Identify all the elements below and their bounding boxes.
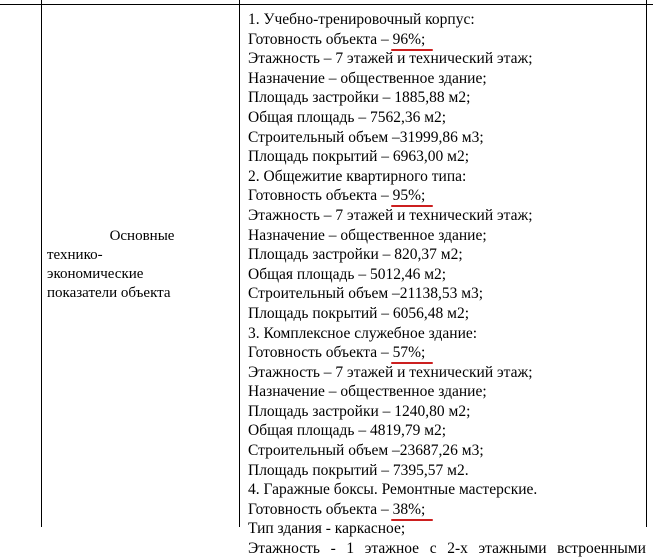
readiness-value: 95%; bbox=[393, 187, 426, 204]
readiness-label: Готовность объекта – bbox=[248, 500, 389, 518]
readiness-line bbox=[248, 30, 652, 50]
spec-line: Этажность – 7 этажей и технический этаж; bbox=[248, 363, 533, 381]
readiness-label: Готовность объекта – bbox=[248, 187, 389, 205]
spec-line: Общая площадь – 4819,79 м2; bbox=[248, 422, 447, 440]
spec-line: Площадь покрытий – 6056,48 м2; bbox=[248, 304, 470, 322]
spec-line: Этажность – 7 этажей и технический этаж; bbox=[248, 50, 533, 68]
parameter-value-cell bbox=[240, 0, 653, 558]
word: - bbox=[330, 540, 336, 558]
spec-line: Площадь застройки – 820,37 м2; bbox=[248, 246, 463, 264]
parameter-label bbox=[47, 227, 237, 303]
readiness-label: Готовность объекта – bbox=[248, 344, 389, 362]
objects-list bbox=[248, 10, 652, 559]
spec-line: Строительный объем –23687,26 м3; bbox=[248, 442, 484, 460]
spec-line: Площадь покрытий – 7395,57 м2. bbox=[248, 461, 469, 479]
spec-line: Площадь покрытий – 6963,00 м2; bbox=[248, 148, 470, 166]
spec-line: Назначение – общественное здание; bbox=[248, 226, 487, 244]
readiness-line bbox=[248, 343, 652, 363]
spec-line: Площадь застройки – 1240,80 м2; bbox=[248, 402, 471, 420]
readiness-line bbox=[248, 186, 652, 206]
word: встроенными bbox=[557, 540, 646, 558]
section-heading: 3. Комплексное служебное здание: bbox=[248, 324, 478, 342]
spec-line: Площадь застройки – 1885,88 м2; bbox=[248, 89, 471, 107]
word: этажное bbox=[364, 540, 420, 558]
section-heading: 1. Учебно-тренировочный корпус: bbox=[248, 11, 475, 28]
spec-line: Общая площадь – 7562,36 м2; bbox=[248, 108, 447, 126]
label-line: экономические bbox=[47, 266, 144, 282]
readiness-line bbox=[248, 500, 652, 520]
word: Этажность bbox=[248, 540, 320, 558]
spec-line: Назначение – общественное здание; bbox=[248, 383, 487, 401]
spec-line: Назначение – общественное здание; bbox=[248, 69, 487, 87]
readiness-value: 57%; bbox=[393, 344, 426, 361]
word: этажными bbox=[478, 540, 547, 558]
readiness-value: 38%; bbox=[393, 501, 426, 518]
label-line: технико- bbox=[47, 247, 103, 263]
spec-line: Строительный объем –31999,86 м3; bbox=[248, 128, 484, 146]
parameter-name-cell bbox=[42, 0, 240, 527]
word: 2-х bbox=[447, 540, 468, 558]
spec-line: Строительный объем –21138,53 м3; bbox=[248, 285, 484, 303]
spec-line: Этажность – 7 этажей и технический этаж; bbox=[248, 206, 533, 224]
spec-line: Тип здания - каркасное; bbox=[248, 520, 406, 538]
word: с bbox=[429, 540, 437, 558]
label-line: показатели объекта bbox=[47, 285, 171, 301]
spec-line: Общая площадь – 5012,46 м2; bbox=[248, 265, 447, 283]
word: 1 bbox=[346, 540, 355, 558]
label-line: Основные bbox=[109, 228, 175, 244]
section-heading: 4. Гаражные боксы. Ремонтные мастерские. bbox=[248, 481, 538, 499]
readiness-label: Готовность объекта – bbox=[248, 30, 389, 48]
readiness-value: 96%; bbox=[393, 31, 426, 48]
section-heading: 2. Общежитие квартирного типа: bbox=[248, 167, 467, 185]
spec-line-justified bbox=[248, 539, 646, 559]
